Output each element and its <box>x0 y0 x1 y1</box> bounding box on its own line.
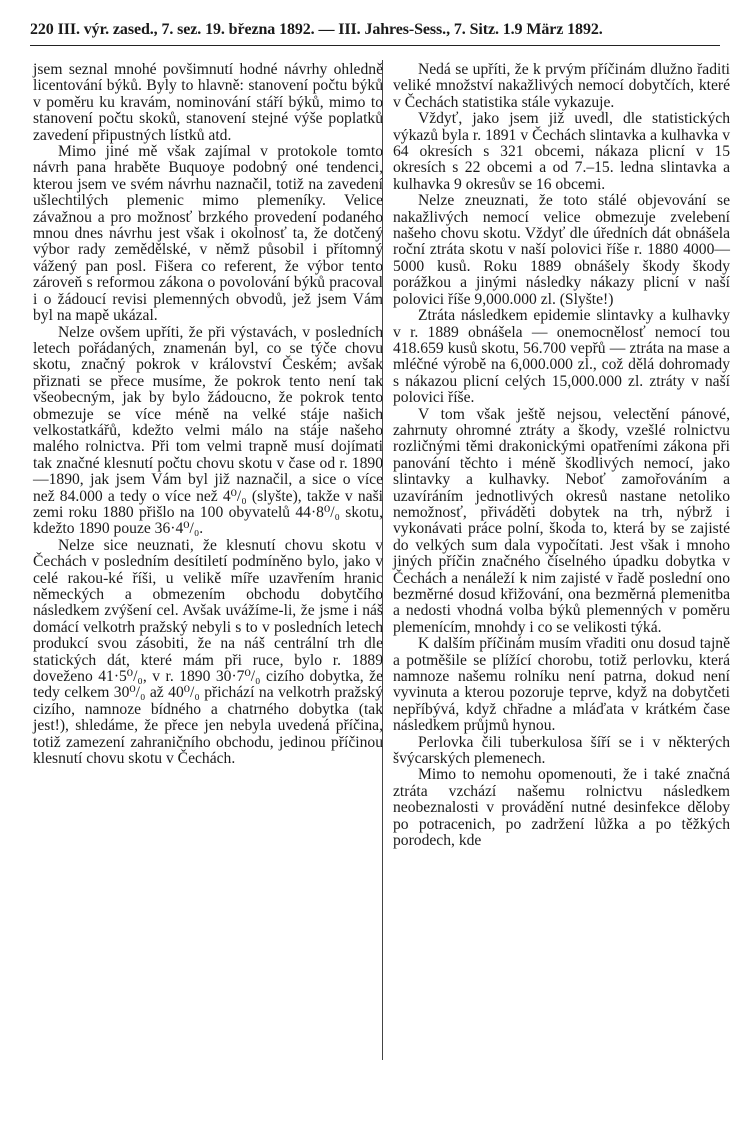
paragraph: Mimo to nemohu opomenouti, že i také značná ztráta vzchází našemu rolnictvu následkem neobeznalosti v provádění nutné desinfekce děloby po potracenich, po zadržení lůžka a po těžkých porodech, kde <box>393 766 730 850</box>
paragraph: V tom však ještě nejsou, velectění pánové, zahrnuty ohromné ztráty a škody, vzešlé rolnictvu rozličnými těmi drakonickými opatřeními zákona při panování těchto i méně škodlivých nemocí, jako slintavky a kulhavky. Neboť zamořováním a uzavíráním jednotlivých okresů nastane netoliko nemožnosť, přiváděti dobytek na trh, nýbrž i vykonávati práce polní, škoda to, která by se zajisté do velkých sum dala vypočítati. Jest však i mnoho jiných příčin značného číselného úpadku dobytka v Čechách a nenáleží k nim zajisté v řadě poslední ono bezměrné dosud křižování, ona bezměrná plemenitba a nedosti vhodná volba býků plemenných v poměru plemenícím, mnohdy i co se velikosti týká. <box>393 405 730 636</box>
paragraph: Ztráta následkem epidemie slintavky a kulhavky v r. 1889 obnášela — onemocnělosť nemocí tou 418.659 kusů skotu, 56.700 vepřů — ztráta na mase a mléčné výrobě na 6,000.000 zl., což dělá dohromady s nákazou plicní celých 15,000.000 zl. ztráty v naší polovici říše. <box>393 307 730 407</box>
right-column <box>393 62 730 850</box>
paragraph: Nelze sice neuznati, že klesnutí chovu skotu v Čechách v posledním desítiletí podmíněno bylo, jako v celé rakou-ké říši, u velikě míře uzavřením hranic německých a obmezením obchodu dobytčího následkem zvýšení cel. Avšak uvážíme-li, že jsme i náš domácí velkotrh pražský nebyli s to v posledních letech produkcí svou zásobiti, že na náš centrální trh dle statických dát, které mám při ruce, bylo r. 1889 doveženo 41·5⁰/₀, v r. 1890 30·7⁰/₀ cizího dobytka, že tedy celkem 30⁰/₀ až 40⁰/₀ přichází na velkotrh pražský cizího, namnoze bídného a chatrného dobytka (tak jest!), shledáme, že přece jen nebyla uvedená příčina, totiž zamezení zahraničního obchodu, jedinou příčinou klesnutí chovu skotu v Čechách. <box>33 536 383 768</box>
paragraph: Mimo jiné mě však zajímal v protokole tomto návrh pana hraběte Buquoye podobný oné tendenci, kterou jsem ve svém návrhu naznačil, totiž na zavedení ušlechtilých plemenic mimo plemeníky. Velice závažnou a pro možnosť brzkého provedení podaného mnou dnes návrhu jest však i okolnosť ta, že dotčený výbor rady zemědělské, v němž působil i přítomný vážený pan posl. Fišera co referent, že výbor tento zároveň s reformou zákona o povolování býků pracoval i o žádoucí revisi plemenných obvodů, jež jsem Vám byl na mapě ukázal. <box>33 143 383 325</box>
paragraph: jsem seznal mnohé povšimnutí hodné návrhy ohledně licentování býků. Byly to hlavně: stanovení počtu býků v poměru ku kravám, nominování stáří býků, mimo to stanovení počtu skoků, stanovení stejné výše poplatků zavedení připustných lístků atd. <box>33 61 383 144</box>
paragraph: Nelze zneuznati, že toto stálé objevování se nakažlivých nemocí velice obmezuje zvelebení našeho chovu skotu. Vždyť dle úředních dát obnášela roční ztráta skotu v naší polovici říše r. 1880 4000—5000 kusů. Roku 1889 obnášely škody škody porážkou a jinými následky nákazy plicní v naší polovici říše 9,000.000 zl. (Slyšte!) <box>393 192 730 308</box>
paragraph: Perlovka čili tuberkulosa šíří se i v některých švýcarských plemenech. <box>393 733 730 768</box>
running-header: 220 III. výr. zased., 7. sez. 19. března 1892. — III. Jahres-Sess., 7. Sitz. 1.9 März 1892. <box>30 21 603 38</box>
paragraph: K dalším příčinám musím vřaditi onu dosud tajně a potměšile se plížící chorobu, totiž perlovku, která namnoze našemu rolníku není patrna, dokud není vyvinuta a kterou pozoruje teprve, když na dobytčeti nepříbývá, když chřadne a mláďata v krátkém čase následkem průjmů hynou. <box>393 635 730 735</box>
paragraph: Nedá se upříti, že k prvým příčinám dlužno řaditi veliké množství nakažlivých nemocí dobytčích, které v Čechách statistika stále vykazuje. <box>393 61 730 111</box>
header-rule <box>30 45 720 46</box>
paragraph: Nelze ovšem upříti, že při výstavách, v posledních letech pořádaných, znamenán byl, co se týče chovu skotu, značný pokrok v království Českém; avšak přiznati se přece musíme, že pokrok tento není tak všeobecným, jak by bylo žádoucno, že pokrok tento obmezuje se více méně na velké stáje našich velkostatkářů, kdežto velmi málo na stáje našeho malého rolnictva. Při tom velmi trapně musí dojímati tak značné klesnutí počtu chovu skotu v čase od r. 1890—1890, jak jsem Vám byl již naznačil, a sice o více než 84.000 a tedy o více než 4⁰/₀ (slyšte), takže v naši zemi roku 1880 přišlo na 100 obyvatelů 44·8⁰/₀ skotu, kdežto 1890 pouze 36·4⁰/₀. <box>33 323 383 538</box>
paragraph: Vždyť, jako jsem již uvedl, dle statistických výkazů byla r. 1891 v Čechách slintavka a kulhavka v 64 okresích s 321 obcemi, nákaza plicní v 15 okresích s 22 obcemi a od 7.–15. ledna slintavka a kulhavka 9 okresův se 16 obcemi. <box>393 110 730 193</box>
left-column <box>33 62 383 767</box>
